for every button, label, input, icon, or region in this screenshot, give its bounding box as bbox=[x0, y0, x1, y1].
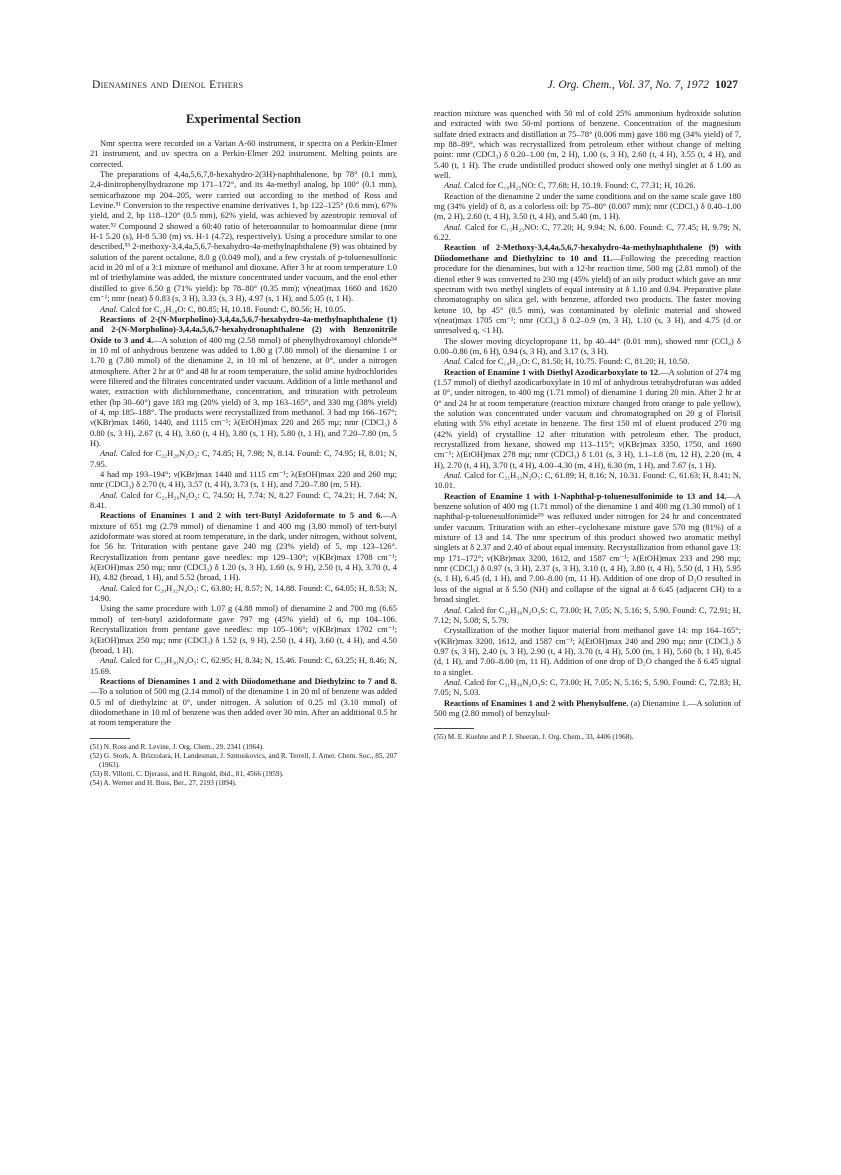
analysis-text: Calcd for C₂₁H₃₃N₃O₅: C, 61.89; H, 8.16; N, 10.31. Found: C, 61.63; H, 8.41; N, 10.01. bbox=[434, 470, 741, 491]
analysis-label: Anal. bbox=[444, 180, 463, 191]
analysis bbox=[90, 655, 397, 676]
analysis bbox=[90, 583, 397, 604]
analysis-label: Anal. bbox=[100, 489, 119, 500]
analysis bbox=[434, 356, 741, 366]
analysis bbox=[434, 180, 741, 190]
analysis-text: Calcd for C₁₆H₂₅NO: C, 77.68; H, 10.19. Found: C, 77.31; H, 10.26. bbox=[464, 180, 696, 191]
reaction-heading: Reactions of Dienamines 1 and 2 with Diiodomethane and Diethylzinc to 7 and 8. bbox=[100, 675, 397, 686]
paragraph: Using the same procedure with 1.07 g (4.88 mmol) of dienamine 2 and 700 mg (6.65 mmol) of tert-butyl azidoformate gave 797 mg (45% yield) of 6, mp 104–106. Recrystallization from pentane gave needles: mp 105–106°; ν(KBr)max 1702 cm⁻¹; λ(EtOH)max 250 mμ; nmr (CDCl₃) δ 1.52 (s, 9 H), 2.50 (t, 4 H), 3.60 (t, 4 H), and 4.50 (broad, 1 H). bbox=[90, 603, 397, 655]
paragraph: The preparations of 4,4a,5,6,7,8-hexahydro-2(3H)-naphthalenone, bp 78° (0.1 mm), 2,4-dinitrophenylhydrazone mp 171–172°, and its 4a-methyl analog, bp 100° (0.1 mm), semicarbazone mp 204–205, were carried out according to the method of Ross and Levine.⁵¹ Conversion to the respective enamine derivatives 1, bp 122–125° (0.6 mm), 67% yield, and 2, bp 118–120° (0.5 mm), 62% yield, was achieved by azeotropic removal of water.⁵² Compound 2 showed a 60:40 ratio of heteroannular to homoannular diene (nmr H-1 5.20 (s), H-8 5.30 (m) vs. H-1 (4.72), respectively). Using a procedure similar to one described,⁵³ 2-methoxy-3,4,4a,5,6,7-hexahydro-4a-methylnaphthalene (9) was obtained by solution of the parent octalone, 8.0 g (0.049 mol), and a few crystals of p-toluenesulfonic acid in 20 ml of a 3:1 mixture of methanol and dioxane. After 3 hr at room temperature 1.0 ml of triethylamine was added, the mixture concentrated under vacuum, and the enol ether distilled to give 6.50 g (71% yield): bp 78–80° (0.35 mm); ν(neat)max 1660 and 1620 cm⁻¹; nmr (neat) δ 0.83 (s, 3 H), 3.33 (s, 3 H), 4.97 (s, 1 H), and 5.05 (t, 1 H). bbox=[90, 169, 397, 304]
analysis-text: Calcd for C₃₁H₃₆N₂O₃S: C, 73.00; H, 7.05; N, 5.16; S, 5.90. Found: C, 72.83; H, 7.05; N, 5.03. bbox=[434, 676, 741, 698]
running-head-title: Dienamines and Dienol Ethers bbox=[92, 79, 244, 91]
analysis-label: Anal. bbox=[100, 655, 119, 666]
reaction-paragraph bbox=[90, 314, 397, 448]
running-head bbox=[92, 79, 738, 95]
reaction-paragraph bbox=[90, 676, 397, 728]
left-column bbox=[90, 108, 397, 788]
footnote-rule bbox=[434, 728, 474, 729]
footnotes bbox=[90, 743, 397, 788]
analysis-text: Calcd for C₂₂H₂₈N₂O₂: C, 74.85; H, 7.98; N, 8.14. Found: C, 74.95; H, 8.01; N, 7.95. bbox=[90, 448, 397, 469]
footnote: (53) R. Villotti, C. Djerassi, and H. Ringold, ibid., 81, 4566 (1959). bbox=[90, 769, 284, 778]
analysis bbox=[434, 222, 741, 243]
reaction-text: —A solution of 274 mg (1.57 mmol) of diethyl azodicarboxylate in 10 ml of anhydrous tetrahydrofuran was added at 0°, under nitrogen, to 400 mg (1.71 mmol) of dienamine 1 during 20 min. After 2 hr at 0° and 24 hr at room temperature (reaction mixture changed from orange to pale yellow), the solution was concentrated under vacuum and chromatographed on 20 g of Florisil eluting with 5% ethyl acetate in benzene. The first 150 ml of eluent produced 270 mg (42% yield) of crystalline 12 after trituration with petroleum ether. The product, recrystallized from hexane, showed mp 113–115°; ν(KBr)max 3350, 1750, and 1690 cm⁻¹; λ(EtOH)max 278 mμ; nmr (CDCl₃) δ 1.01 (s, 3 H), 1.1–1.8 (m, 12 H), 2.20 (m, 4 H), 2.70 (t, 4 H), 3.70 (t, 4 H), 4.00–4.30 (m, 4 H), 6.30 (m, 1 H), and 7.67 (s, 1 H). bbox=[434, 366, 741, 470]
analysis-text: Calcd for C₁₄H₂₂O: C, 81.50; H, 10.75. Found: C, 81.20; H, 10.50. bbox=[464, 356, 690, 367]
reaction-paragraph bbox=[434, 491, 741, 605]
analysis bbox=[90, 490, 397, 511]
analysis-label: Anal. bbox=[444, 676, 463, 687]
reaction-paragraph bbox=[434, 367, 741, 470]
analysis-text: Calcd for C₂₁H₂₆N₂O₂: C, 74.50; H, 7.74; N, 8.27 Found: C, 74.21; H, 7.64; N, 8.41. bbox=[90, 489, 397, 511]
analysis-label: Anal. bbox=[444, 356, 463, 367]
footnotes bbox=[434, 733, 741, 742]
analysis-text: Calcd for C₁₅H₂₃NO: C, 77.20; H, 9.94; N, 6.00. Found: C, 77.45; H, 9.79; N, 6.22. bbox=[434, 221, 741, 243]
reaction-text: (a) Dienamine 1.—A solution of 500 mg (2.80 mmol) of benzylsul- bbox=[434, 697, 741, 718]
reaction-text: —To a solution of 500 mg (2.14 mmol) of the dienamine 1 in 20 ml of benzene was added 0.5 ml of diethylzinc at 0°, under nitrogen. A solution of 0.25 ml (3.10 mmol) of diiodomethane in 10 ml of benzene was then added over 30 min. After an additional 0.5 hr at room temperature the bbox=[90, 686, 397, 728]
footnote: (51) N. Ross and R. Levine, J. Org. Chem., 29, 2341 (1964). bbox=[90, 742, 264, 751]
footnote: (54) A. Werner and H. Buss, Ber., 27, 2193 (1894). bbox=[90, 778, 237, 787]
page-number: 1027 bbox=[715, 79, 738, 91]
reaction-paragraph bbox=[434, 698, 741, 719]
reaction-paragraph bbox=[90, 510, 397, 582]
analysis bbox=[434, 470, 741, 491]
analysis-label: Anal. bbox=[444, 470, 463, 481]
paragraph: The slower moving dicyclopropane 11, bp 40–44° (0.01 mm), showed nmr (CCl₄) δ 0.00–0.86 (m, 6 H), 0.94 (s, 3 H), and 3.17 (s, 3 H). bbox=[434, 335, 741, 356]
analysis-label: Anal. bbox=[100, 303, 119, 314]
reaction-heading: Reaction of Enamine 1 with 1-Naphthal-p-toluenesulfonimide to 13 and 14. bbox=[444, 490, 727, 501]
reaction-heading: Reactions of Enamines 1 and 2 with Phenylsulfene. bbox=[444, 697, 629, 708]
paragraph: Nmr spectra were recorded on a Varian A-60 instrument, ir spectra on a Perkin-Elmer 21 instrument, and uv spectra on a Perkin-Elmer 202 instrument. Melting points are corrected. bbox=[90, 138, 397, 169]
reaction-heading: Reactions of 2-(N-Morpholino)-3,4,4a,5,6,7-hexahydro-4a-methylnaphthalene (1) and 2-(N-Morpholino)-3,4,4a,5,6,7-hexahydronaphthalene (2) with Benzonitrile Oxide to 3 and 4. bbox=[90, 313, 397, 345]
analysis-text: Calcd for C₁₃H₁₈O: C, 80.85; H, 10.18. Found: C, 80.56; H, 10.05. bbox=[120, 303, 346, 314]
analysis-text: Calcd for C₁₉H₃₀N₄O₃: C, 62.95; H, 8.34; N, 15.46. Found: C, 63.25; H, 8.46; N, 15.69. bbox=[90, 655, 397, 676]
reaction-text: —Following the preceding reaction procedure for the dienamines, but with a 12-hr reaction time, 500 mg (2.81 mmol) of the dienol ether 9 was converted to 230 mg (45% yield) of an oily product which gave an nmr spectrum with two methyl singlets of equal intensity at δ 1.10 and 0.94. Preparative plate chromatography on silica gel, with benzene, afforded two products. The faster moving ketone 10, bp 45° (0.5 mm), was contaminated by olefinic material and showed ν(neat)max 1705 cm⁻¹; nmr (CCl₄) δ 0.2–0.9 (m, 3 H), 1.10 (s, 3 H), and 4.75 (d or unresolved q, <1 H). bbox=[434, 252, 742, 336]
analysis-label: Anal. bbox=[100, 582, 119, 593]
analysis-label: Anal. bbox=[100, 448, 119, 459]
analysis-label: Anal. bbox=[444, 221, 463, 232]
analysis bbox=[90, 448, 397, 469]
reaction-text: —A benzene solution of 400 mg (1.71 mmol) of the dienamine 1 and 400 mg (1.30 mmol) of 1 naphthal-p-toluenesulfonimide⁵⁵ was refluxed under nitrogen for 24 hr and concentrated under vacuum. Trituration with an ether–cyclohexane mixture gave 570 mg (81%) of a mixture of 13 and 14. The nmr spectrum of this product showed two aromatic methyl singlets at δ 2.37 and 2.40 of about equal intensity. Recrystallization from ethanol gave 13: mp 171–172°; ν(KBr)max 3200, 1612, and 1587 cm⁻¹; λ(EtOH)max 233 and 298 mμ; nmr (CDCl₃) δ 0.97 (s, 3 H), 2.37 (s, 3 H), 3.10 (t, 4 H), 3.80 (t, 4 H), 5.50 (d, 1 H), 5.95 (s, 1 H), 6.45 (d, 1 H), and 7.00–8.00 (m, 11 H). Addition of one drop of D₂O resulted in loss of the signal at δ 5.50 (NH) and collapse of the signal at δ 6.45 (adjacent CH) to a broad singlet. bbox=[434, 490, 741, 605]
footnote: (55) M. E. Kuehne and P. J. Sheeran, J. Org. Chem., 33, 4406 (1968). bbox=[434, 733, 634, 742]
journal-citation: J. Org. Chem., Vol. 37, No. 7, 1972 bbox=[547, 79, 709, 91]
reaction-heading: Reactions of Enamines 1 and 2 with tert-Butyl Azidoformate to 5 and 6. bbox=[100, 510, 383, 521]
paragraph: Reaction of the dienamine 2 under the same conditions and on the same scale gave 180 mg (34% yield) of 8, as a colorless oil: bp 75–80° (0.007 mm); nmr (CDCl₃) δ 0.40–1.00 (m, 2 H), 2.60 (t, 4 H), 3.50 (t, 4 H), and 5.40 (m, 1 H). bbox=[434, 190, 741, 222]
reaction-heading: Reaction of Enamine 1 with Diethyl Azodicarboxylate to 12. bbox=[444, 366, 661, 377]
analysis bbox=[434, 677, 741, 698]
paragraph: reaction mixture was quenched with 50 ml of cold 25% ammonium hydroxide solution and extracted with two 50-ml portions of benzene. Concentration of the magnesium sulfate dried extracts and distillation at 75–78° (0.006 mm) gave 180 mg (34% yield) of 7, mp 88–89°, which was recrystallized from petroleum ether without change of melting point: nmr (CDCl₃) δ 0.20–1.00 (m, 2 H), 1.00 (s, 3 H), 2.60 (t, 4 H), 3.55 (t, 4 H), and 5.40 (t, 1 H). The crude undistilled product showed only one methyl singlet at δ 1.00 as well. bbox=[434, 108, 741, 181]
analysis bbox=[90, 304, 397, 314]
analysis bbox=[434, 605, 741, 626]
analysis-label: Anal. bbox=[444, 604, 463, 615]
paragraph: Crystallization of the mother liquor material from methanol gave 14: mp 164–165°; ν(KBr)max 3200, 1612, and 1587 cm⁻¹; λ(EtOH)max 240 and 290 mμ; nmr (CDCl₃) δ 0.97 (s, 3 H), 2.40 (s, 3 H), 2.90 (t, 4 H), 3.70 (t, 4 H), 5.00 (m, 1 H), 5.60 (b, 1 H), 6.45 (d, 1 H), and 7.00–8.00 (m, 11 H). Addition of one drop of D₂O changed the δ 6.45 signal to a singlet. bbox=[434, 625, 741, 677]
reaction-text: —A solution of 400 mg (2.58 mmol) of phenylhydroxamoyl chloride⁵⁴ in 10 ml of anhydrous benzene was added to 1.80 g (7.80 mmol) of the dienamine 1 or 1.70 g (7.80 mmol) of the dienamine 2, in 10 ml of benzene, at 0°, under a nitrogen atmosphere. After 2 hr at 0° and 48 hr at room temperature, the solid amine hydrochlorides were filtered and the filtrates concentrated under vacuum. Addition of a little methanol and water, extraction with dichloromethane, concentration, and trituration with petroleum ether (bp 30–60°) gave 183 mg (20% yield) of 3, mp 163–165°, and 330 mg (38% yield) of 4, mp 185–188°. The products were recrystallized from methanol. 3 had mp 166–167°; ν(KBr)max 1460, 1440, and 1115 cm⁻¹; λ(EtOH)max 220 and 265 mμ; nmr (CDCl₃) δ 0.80 (s, 3 H), 2.67 (t, 4 H), 3.60 (t, 4 H), 3.80 (s, 1 H), 5.80 (t, 1 H), and 7.20–7.80 (m, 5 H). bbox=[90, 334, 397, 448]
reaction-text: —A mixture of 651 mg (2.79 mmol) of dienamine 1 and 400 mg (3.80 mmol) of tert-butyl azidoformate was stored at room temperature, in the dark, under nitrogen, without solvent, for 56 hr. Trituration with pentane gave 240 mg (23% yield) of 5, mp 123–126°. Recrystallization from pentane gave needles: mp 129–130°; ν(KBr)max 1708 cm⁻¹; λ(EtOH)max 250 mμ; nmr (CDCl₃) δ 1.20 (s, 3 H), 1.60 (s, 9 H), 2.50 (t, 4 H), 3.70 (t, 4 H), 4.82 (broad, 1 H), and 5.52 (broad, 1 H). bbox=[90, 510, 397, 583]
footnote-rule bbox=[90, 738, 130, 739]
section-title: Experimental Section bbox=[186, 112, 301, 126]
analysis-text: Calcd for C₂₀H₃₂N₄O₃: C, 63.80; H, 8.57; N, 14.88. Found: C, 64.05; H, 8.53; N, 14.90. bbox=[90, 582, 397, 604]
running-head-journal bbox=[547, 79, 738, 91]
analysis-text: Calcd for C₃₂H₃₆N₂O₃S: C, 73.00; H, 7.05; N, 5.16; S, 5.90. Found: C, 72.91; H, 7.12; N, 5.08; S, 5.79. bbox=[434, 604, 741, 625]
footnote: (52) G. Stork, A. Brizzolara, H. Landesman, J. Szmuskovics, and R. Terrell, J. Amer. Chem. Soc., 85, 207 (1963). bbox=[90, 751, 397, 769]
reaction-paragraph bbox=[434, 242, 741, 335]
paragraph: 4 had mp 193–194°; ν(KBr)max 1440 and 1115 cm⁻¹; λ(EtOH)max 220 and 260 mμ; nmr (CDCl₃) δ 2.70 (t, 4 H), 3.57 (t, 4 H), 3.73 (s, 1 H), and 7.20–7.80 (m, 5 H). bbox=[90, 469, 397, 490]
right-column bbox=[434, 108, 741, 742]
reaction-heading: Reaction of 2-Methoxy-3,4,4a,5,6,7-hexahydro-4a-methylnaphthalene (9) with Diiodomethane and Diethylzinc to 10 and 11. bbox=[434, 242, 741, 263]
